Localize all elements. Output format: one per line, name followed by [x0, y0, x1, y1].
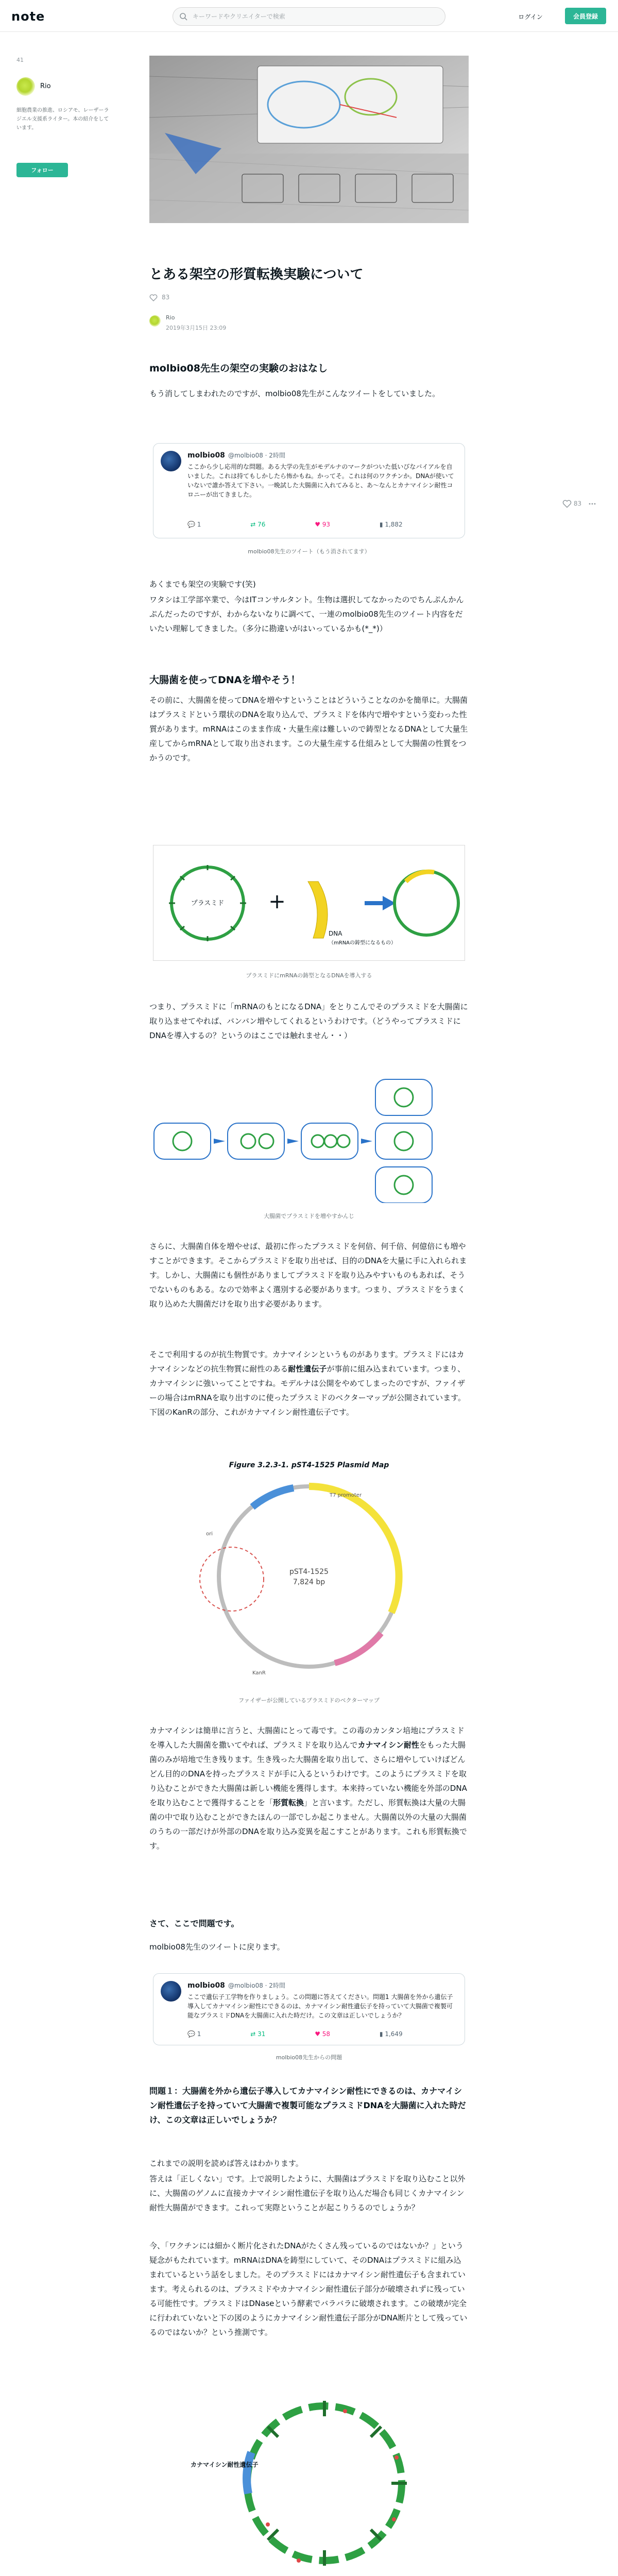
article-title: とある架空の形質転換実験について	[149, 267, 364, 282]
tweet-embed-2[interactable]	[153, 1973, 465, 2045]
paragraph-4: さらに、大腸菌自体を増やせば、最初に作ったプラスミドを何倍、何千倍、何億倍にも増やすことができます。そこからプラスミドを取り出せば、目的のDNAを大量に手に入れられます。しかし、大腸菌にも個性がありましてプラスミドを取り込みやすいものもあれば、そうでないものもある。なので効率よく選別する必要があります。つまり、プラスミドをうまく取り込めた大腸菌だけを取り出す必要があります。	[149, 1242, 467, 1309]
paragraph-1: あくまでも架空の実験です(笑)	[149, 580, 256, 589]
login-button[interactable]: ログイン	[507, 9, 554, 24]
tweet-avatar[interactable]	[161, 1981, 181, 2002]
tweet-like-count[interactable]: ♥ 58	[315, 2030, 331, 2038]
plasmid-size: 7,824 bp	[293, 1578, 325, 1586]
fig3-caption: ファイザーが公開しているプラスミドのベクターマップ	[238, 1697, 380, 1704]
paragraph-6: カナマイシンは簡単に言うと、大腸菌にとって毒です。この毒のカンタン培地にプラスミドを導入した大腸菌を撒いてやれば、プラスミドを取り込んでカナマイシン耐性をもった大腸菌のみが培地で生き残ります。生き残った大腸菌を取り出して、さらに増やしていけばどんどん目的のDNAを持ったプラスミドが手に入るというわけです。このようにプラスミドを取り込むことができた大腸菌は新しい機能を獲得します。本来持っていない機能を外部のDNAを取り込むことで獲得することを「形質転換」と言います。ただし、形質転換は大量の大腸菌の中で取り込むことができたほんの一部でしか起こりません。大腸菌以外の大量の大腸菌のうちの一部だけが外部のDNAを取り込み変異を起こすことがあります。これも形質転換です。	[149, 1726, 467, 1851]
tweet-embed-1[interactable]	[153, 443, 465, 538]
author-name[interactable]: Rio	[166, 314, 175, 321]
view-count: ▮ 1,649	[379, 2030, 403, 2038]
ecoli-amplify-diagram	[153, 1074, 465, 1203]
author-avatar[interactable]	[149, 315, 161, 327]
top-bar	[0, 0, 618, 32]
intro-text-2: molbio08先生のツイートに戻ります。	[149, 1942, 285, 1952]
heart-icon[interactable]	[562, 500, 572, 508]
section-heading-3: さて、ここで問題です。	[149, 1919, 239, 1928]
tweet-text: ここで遺伝子工学物を作りましょう。この問題に答えてください。問題1 大腸菌を外から遺伝子導入してカナマイシン耐性にできるのは、カナマイシン耐性遺伝子を持っていて大腸菌で複製可能なプラスミドDNAを大腸菌に入れた時だけ。この文章は正しいでしょうか？	[187, 1993, 453, 2019]
ori-label: ori	[206, 1531, 213, 1537]
tweet-actions	[187, 2030, 450, 2038]
sidebar-number: 41	[16, 57, 24, 63]
tweet-actions	[187, 521, 450, 528]
sidebar-user-name[interactable]: Rio	[40, 82, 51, 90]
fig1-caption: プラスミドにmRNAの鋳型となるDNAを導入する	[246, 972, 372, 979]
tweet-text: ここから少し応用的な問題。ある大学の先生がモデルナのマークがついた低いびなバイアルを自いました。これは持てもしかしたら怖かもね。かってそ。これは何のワクチンか。DNAが使いていないで誰か答えて下さい。一晩試した大腸菌に入れてみると、あ〜なんとカナマイシン耐性コロニーが出てきました。	[187, 463, 454, 498]
tweet-like-count[interactable]: ♥ 93	[315, 521, 331, 528]
tweet-author[interactable]: molbio08 @molbio08 · 2時間	[187, 1981, 285, 1990]
paragraph-5: そこで利用するのが抗生物質です。カナマイシンというものがあります。プラスミドにはカナマイシンなどの抗生物質に耐性のある耐性遺伝子が事前に組み込まれています。つまり、カナマイシンに強いってことですね。モデルナは公開をやめてしまったのですが、ファイザーの場合はmRNAを取り出すのに使ったプラスミドのベクターマップが公開されています。下図のKanRの部分、これがカナマイシン耐性遺伝子です。	[149, 1350, 466, 1417]
like-count: 83	[162, 294, 170, 301]
plasmid-label: プラスミド	[191, 900, 225, 907]
kanr-label: KanR	[252, 1670, 266, 1676]
avatar[interactable]	[16, 77, 35, 96]
floating-like[interactable]	[562, 500, 596, 508]
paragraph-7b: 答えは「正しくない」です。上で説明したように、大腸菌はプラスミドを取り込むこと以外に、大腸菌のゲノムに直接カナマイシン耐性遺伝子を取り込んだ場合も同じくカナマイシン耐性大腸菌ができます。これって実際ということが起こりうるのでしょうか？	[149, 2174, 466, 2212]
tweet2-caption: molbio08先生からの問題	[276, 2054, 342, 2061]
floating-like-count: 83	[573, 500, 582, 507]
more-icon[interactable]	[589, 500, 596, 507]
hero-image	[149, 56, 469, 223]
search-input[interactable]	[193, 8, 440, 25]
signup-button[interactable]: 会員登録	[565, 8, 606, 24]
figure-vector-map	[175, 1458, 443, 1690]
reply-count[interactable]: 💬 1	[187, 2030, 201, 2038]
section-heading-2: 大腸菌を使ってDNAを増やそう！	[149, 674, 301, 686]
figure-fragment	[191, 2391, 427, 2576]
retweet-count[interactable]: ⇄ 76	[250, 521, 266, 528]
search-box[interactable]	[173, 7, 445, 26]
paragraph-1b: ワタシは工学部卒業で、今はITコンサルタント。生物は選択してなかったのでちんぷんかんぷんだったのですが、わからないなりに調べて、一連のmolbio08先生のツイート内容をだいたい理解してきました。（多分に勘違いがはいっているかも(*_*)）	[149, 595, 464, 633]
view-count: ▮ 1,882	[379, 521, 403, 528]
dna-label: DNA	[329, 930, 342, 937]
vector-map-diagram	[175, 1458, 443, 1690]
sidebar-profile[interactable]	[16, 77, 109, 98]
tweet1-caption: molbio08先生のツイート（もう消されてます）	[248, 548, 370, 555]
sidebar-bio: 細胞農業の推進、ロシアモ、レーザーラジエル支援系ライター。本の紹介をしています。	[16, 108, 109, 131]
reply-count[interactable]: 💬 1	[187, 521, 201, 528]
promoter-label: T7 promoter	[330, 1493, 362, 1498]
follow-button[interactable]: フォロー	[16, 163, 68, 177]
note-logo[interactable]: note	[11, 9, 45, 24]
section-heading-1: molbio08先生の架空の実験のおはなし	[149, 363, 328, 374]
sidebar	[16, 57, 109, 174]
figure-plasmid-insert	[153, 845, 465, 961]
heart-icon[interactable]	[149, 294, 158, 301]
plasmid-name: pST4-1525	[289, 1568, 329, 1576]
fragment-diagram	[191, 2391, 427, 2576]
hero-illustration	[149, 56, 469, 223]
paragraph-8: 今、「ワクチンには細かく断片化されたDNAがたくさん残っているのではないか？」という疑念がもたれています。mRNAはDNAを鋳型にしていて、そのDNAはプラスミドに組み込まれているという話をしました。そのプラスミドにはカナマイシン耐性遺伝子も含まれています。考えられるのは、プラスミドやカナマイシン耐性遺伝子部分が破壊されずに残っている可能性です。プラスミドはDNaseという酵素でバラバラに破壊されます。この破壊が完全に行われていないと下の図のようにカナマイシン耐性遺伝子部分がDNA断片として残っているのではないか？という推測です。	[149, 2241, 468, 2337]
paragraph-2: その前に、大腸菌を使ってDNAを増やすということはどういうことなのかを簡単に。大腸菌はプラスミドという環状のDNAを取り込んで、プラスミドを体内で増やすという変わった性質があります。mRNAはこのまま作成・大量生産は難しいので鋳型となるDNAとして大量生産してからmRNAとして取り出されます。この大量生産する仕組みとして大腸菌の性質をつかうのです。	[149, 696, 468, 762]
intro-text: もう消してしまわれたのですが、molbio08先生がこんなツイートをしていました。	[149, 389, 440, 398]
publish-date: 2019年3月15日 23:09	[166, 325, 227, 331]
figure-ecoli-amplify	[153, 1074, 465, 1203]
plus-sign: +	[268, 890, 286, 913]
dna-sub-label: （mRNAの鋳型になるもの）	[329, 940, 397, 946]
kanamycin-gene-label: カナマイシン耐性遺伝子	[191, 2461, 259, 2468]
retweet-count[interactable]: ⇄ 31	[250, 2030, 266, 2038]
tweet-avatar[interactable]	[161, 451, 181, 471]
like-count-top[interactable]	[149, 294, 169, 304]
search-icon	[179, 12, 187, 21]
question-1: 問題１：大腸菌を外から遺伝子導入してカナマイシン耐性にできるのは、カナマイシン耐性遺伝子を持っていて大腸菌で複製可能なプラスミドDNAを大腸菌に入れた時だけ、この文章は正しいでしょうか？	[149, 2086, 466, 2125]
paragraph-7: これまでの説明を読めば答えはわかります。	[149, 2159, 303, 2168]
dna-fragment	[308, 882, 328, 938]
vector-map-title: Figure 3.2.3-1. pST4-1525 Plasmid Map	[229, 1461, 389, 1469]
paragraph-3: つまり、プラスミドに「mRNAのもとになるDNA」をとりこんでそのプラスミドを大腸菌に取り込ませてやれば、バンバン増やしてくれるというわけです。（どうやってプラスミドにDNAを導入するの？というのはここでは触れません・・）	[149, 1002, 468, 1040]
tweet-author[interactable]: molbio08 @molbio08 · 2時間	[187, 451, 285, 460]
fig2-caption: 大腸菌でプラスミドを増やすかんじ	[264, 1213, 354, 1219]
plasmid-insert-diagram	[153, 845, 465, 960]
